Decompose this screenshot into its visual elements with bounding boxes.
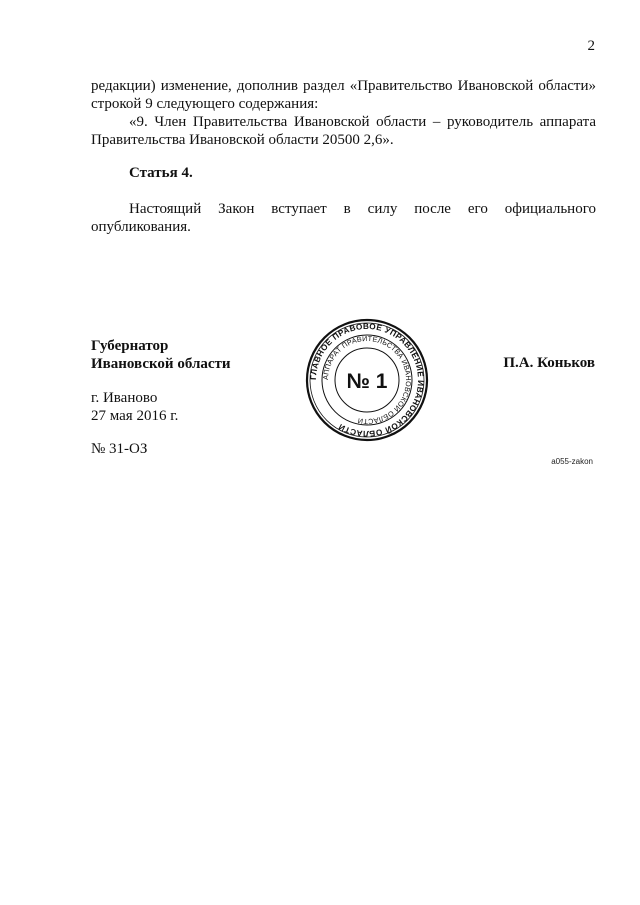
file-reference: a055-zakon xyxy=(551,457,593,466)
signer-title-line-2: Ивановской области xyxy=(91,356,231,372)
paragraph-2-line-1: «9. Член Правительства Ивановской области – руководитель аппарата xyxy=(129,114,596,130)
seal-center-text: № 1 xyxy=(346,370,388,393)
paragraph-2-line-2: Правительства Ивановской области 20500 2,6». xyxy=(91,132,394,148)
signer-title-line-1: Губернатор xyxy=(91,338,169,354)
page-number: 2 xyxy=(587,38,595,54)
city: г. Иваново xyxy=(91,390,158,406)
paragraph-1-line-2: строкой 9 следующего содержания: xyxy=(91,96,319,112)
signing-date: 27 мая 2016 г. xyxy=(91,408,179,424)
law-number: № 31-ОЗ xyxy=(91,441,148,457)
article-title: Статья 4. xyxy=(129,165,193,181)
paragraph-3-line-2: опубликования. xyxy=(91,219,191,235)
place-and-date xyxy=(91,389,178,425)
seal-inner-text: АППАРАТ ПРАВИТЕЛЬСТВА ИВАНОВСКОЙ ОБЛАСТИ xyxy=(320,333,414,427)
paragraph-1-line-1: редакции) изменение, дополнив раздел «Правительство Ивановской области» xyxy=(91,78,596,94)
official-seal xyxy=(305,318,429,442)
signer-title xyxy=(91,337,231,373)
seal-outer-text: ГЛАВНОЕ ПРАВОВОЕ УПРАВЛЕНИЕ ИВАНОВСКОЙ ОБЛАСТИ xyxy=(308,321,426,439)
signer-name: П.А. Коньков xyxy=(503,355,595,371)
paragraph-3-line-1: Настоящий Закон вступает в силу после его официального xyxy=(129,201,596,217)
